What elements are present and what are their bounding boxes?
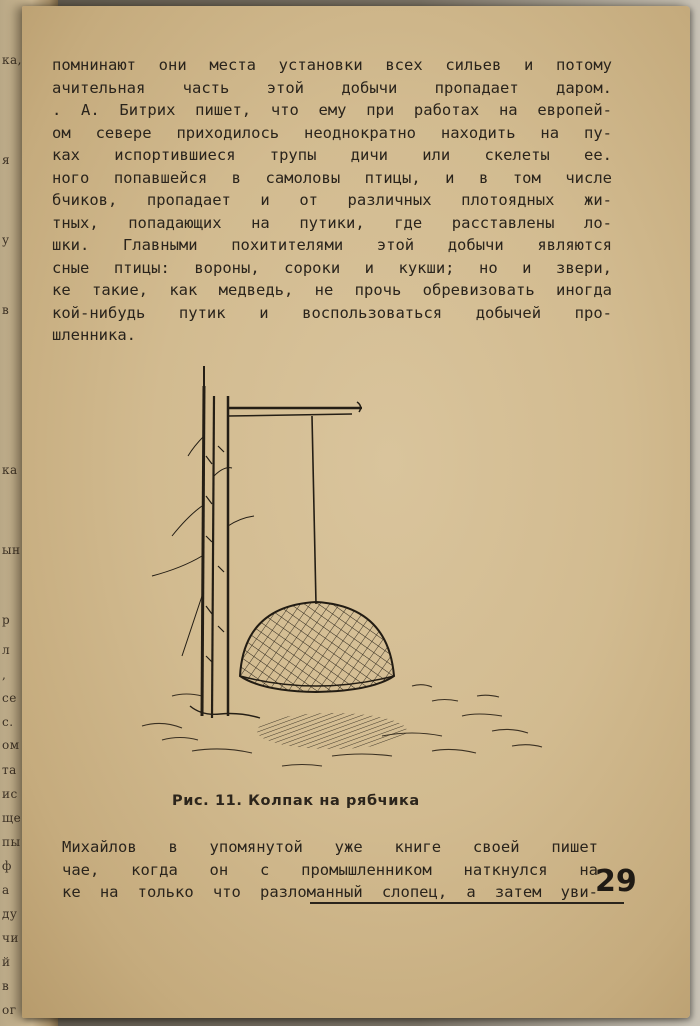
- text-line: шленника.: [52, 326, 136, 344]
- facing-page-fragment: у: [2, 233, 10, 247]
- text-line: ках испортившиеся трупы дичи или скелеты ее.: [52, 146, 612, 164]
- text-line: кой-нибудь путик и воспользоваться добычей про-: [52, 303, 612, 322]
- facing-page-fragment: та: [2, 763, 17, 777]
- hanging-string: [312, 416, 316, 604]
- facing-page-fragment: ,: [2, 668, 7, 682]
- text-line: шки. Главными похитителями этой добычи являются: [52, 236, 612, 254]
- facing-page-fragment: я: [2, 153, 11, 167]
- book-page: [22, 6, 690, 1018]
- suspension-arm: [228, 402, 362, 604]
- facing-page-fragment: чи: [2, 931, 19, 945]
- facing-page-fragment: ом: [2, 738, 20, 752]
- text-line: бчиков, пропадает и от различных плотоядных жи-: [52, 191, 612, 209]
- text-line: ом севере приходилось неоднократно находить на пу-: [52, 123, 612, 142]
- text-line: помнинают они места установки всех сильев и потому: [52, 56, 612, 74]
- figure-caption: Рис. 11. Колпак на рябчика: [172, 793, 420, 809]
- facing-page-fragment: л: [2, 643, 11, 657]
- facing-page-fragment: в: [2, 979, 10, 993]
- cap-shadow: [257, 713, 407, 749]
- text-line: ке такие, как медведь, не прочь обревизовать иногда: [52, 281, 612, 299]
- facing-page-fragment: ще: [2, 811, 22, 825]
- facing-page-fragment: ка: [2, 463, 18, 477]
- facing-page-fragment: ка,: [2, 53, 22, 67]
- footer-rule: [310, 902, 624, 904]
- facing-page-fragment: й: [2, 955, 11, 969]
- facing-page-fragment: се: [2, 691, 17, 705]
- snare-illustration: [132, 356, 592, 776]
- facing-page-fragment: в: [2, 303, 10, 317]
- facing-page-fragment: ын: [2, 543, 21, 557]
- facing-page-fragment: с.: [2, 715, 14, 729]
- facing-page-fragment: ду: [2, 907, 18, 921]
- page-number: 29: [595, 864, 637, 899]
- text-line: ного попавшейся в самоловы птицы, и в том числе: [52, 168, 612, 187]
- body-text-continued: [62, 836, 598, 904]
- facing-page-fragment: ис: [2, 787, 18, 801]
- body-text: [52, 54, 612, 347]
- text-line: чае, когда он с промышленником наткнулся на: [62, 860, 598, 879]
- text-line: . А. Битрих пишет, что ему при работах на европей-: [52, 101, 612, 119]
- mesh-cap: [240, 602, 394, 692]
- text-line: тных, попадающих на путики, где расставлены ло-: [52, 213, 612, 232]
- text-line: ачительная часть этой добычи пропадает даром.: [52, 78, 612, 97]
- text-line: сные птицы: вороны, сороки и кукши; но и звери,: [52, 258, 612, 277]
- text-line: Михайлов в упомянутой уже книге своей пишет: [62, 838, 598, 856]
- facing-page-fragment: пы: [2, 835, 21, 849]
- text-line: ке на только что разломанный слопец, а затем уви-: [62, 883, 598, 901]
- facing-page-fragment: ог: [2, 1003, 17, 1017]
- facing-page-fragment: ф: [2, 859, 12, 873]
- facing-page-fragment: а: [2, 883, 10, 897]
- facing-page-fragment: р: [2, 613, 11, 627]
